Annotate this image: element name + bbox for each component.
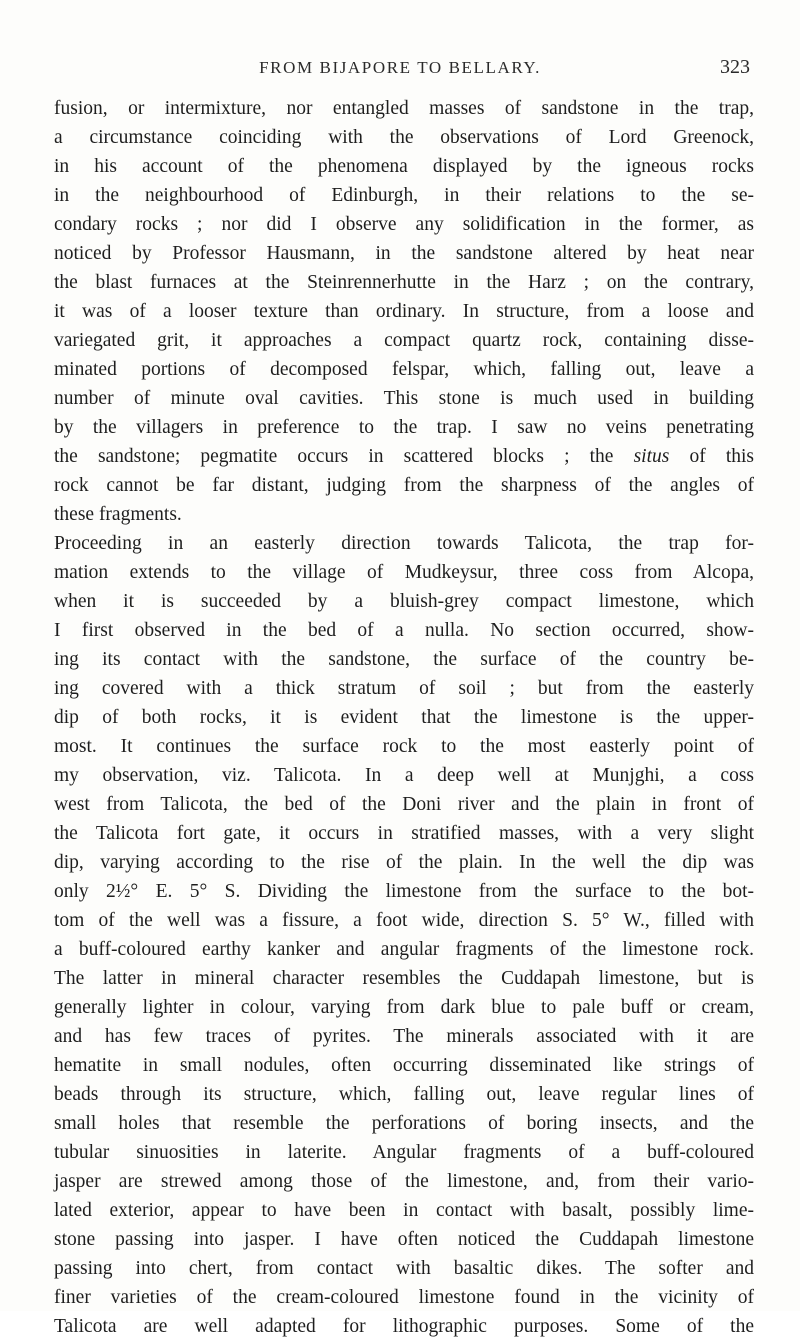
text-line: my observation, viz. Talicota. In a deep well at Munjghi, a coss [54,765,754,786]
text-line: tubular sinuosities in laterite. Angular fragments of a buff-coloured [54,1142,754,1163]
text-line: Talicota are well adapted for lithographic purposes. Some of the [54,1316,754,1337]
text-line: ing covered with a thick stratum of soil ; but from the easterly [54,678,754,699]
text-line: the Talicota fort gate, it occurs in stratified masses, with a very slight [54,823,754,844]
text-line: west from Talicota, the bed of the Doni river and the plain in front of [54,794,754,815]
text-line: by the villagers in preference to the trap. I saw no veins penetrating [54,417,754,438]
text-line: finer varieties of the cream-coloured limestone found in the vicinity of [54,1287,754,1308]
text-line: noticed by Professor Hausmann, in the sandstone altered by heat near [54,243,754,264]
text-line: generally lighter in colour, varying from dark blue to pale buff or cream, [54,997,754,1018]
text-line: a circumstance coinciding with the observations of Lord Greenock, [54,127,754,148]
text-line: hematite in small nodules, often occurring disseminated like strings of [54,1055,754,1076]
text-line: The latter in mineral character resembles the Cuddapah limestone, but is [54,968,754,989]
text-line: only 2½° E. 5° S. Dividing the limestone from the surface to the bot- [54,881,754,902]
text-line: the sandstone; pegmatite occurs in scattered blocks ; the situs of this [54,446,755,467]
text-line: number of minute oval cavities. This stone is much used in building [54,388,754,409]
text-line: dip of both rocks, it is evident that the limestone is the upper- [54,707,754,728]
text-line: jasper are strewed among those of the limestone, and, from their vario- [54,1171,754,1192]
text-line: dip, varying according to the rise of the plain. In the well the dip was [54,852,754,873]
text-line: rock cannot be far distant, judging from the sharpness of the angles of [54,475,754,496]
text-line: beads through its structure, which, falling out, leave regular lines of [54,1084,754,1105]
body-text [54,94,754,1341]
text-line: in the neighbourhood of Edinburgh, in their relations to the se- [54,185,754,206]
text-line: mation extends to the village of Mudkeysur, three coss from Alcopa, [54,562,754,583]
text-line: condary rocks ; nor did I observe any solidification in the former, as [54,214,754,235]
text-line: it was of a looser texture than ordinary. In structure, from a loose and [54,301,754,322]
text-line: a buff-coloured earthy kanker and angular fragments of the limestone rock. [54,939,754,960]
text-line: lated exterior, appear to have been in contact with basalt, possibly lime- [54,1200,754,1221]
text-line: these fragments. [54,504,182,525]
text-line: variegated grit, it approaches a compact quartz rock, containing disse- [54,330,754,351]
text-line: in his account of the phenomena displayed by the igneous rocks [54,156,754,177]
running-title: FROM BIJAPORE TO BELLARY. [259,58,541,77]
text-line: passing into chert, from contact with basaltic dikes. The softer and [54,1258,754,1279]
text-line: stone passing into jasper. I have often noticed the Cuddapah limestone [54,1229,754,1250]
text-line: ing its contact with the sandstone, the surface of the country be- [54,649,754,670]
text-line: the blast furnaces at the Steinrennerhutte in the Harz ; on the contrary, [54,272,754,293]
text-line: and has few traces of pyrites. The minerals associated with it are [54,1026,754,1047]
running-head [40,58,760,86]
text-line: most. It continues the surface rock to the most easterly point of [54,736,754,757]
text-line: tom of the well was a fissure, a foot wide, direction S. 5° W., filled with [54,910,754,931]
text-line: Proceeding in an easterly direction towards Talicota, the trap for- [54,533,754,554]
page-number: 323 [720,56,750,78]
text-line: I first observed in the bed of a nulla. No section occurred, show- [54,620,754,641]
text-line: minated portions of decomposed felspar, which, falling out, leave a [54,359,754,380]
text-line: fusion, or intermixture, nor entangled masses of sandstone in the trap, [54,98,754,119]
text-line: when it is succeeded by a bluish-grey compact limestone, which [54,591,754,612]
text-line: small holes that resemble the perforations of boring insects, and the [54,1113,754,1134]
